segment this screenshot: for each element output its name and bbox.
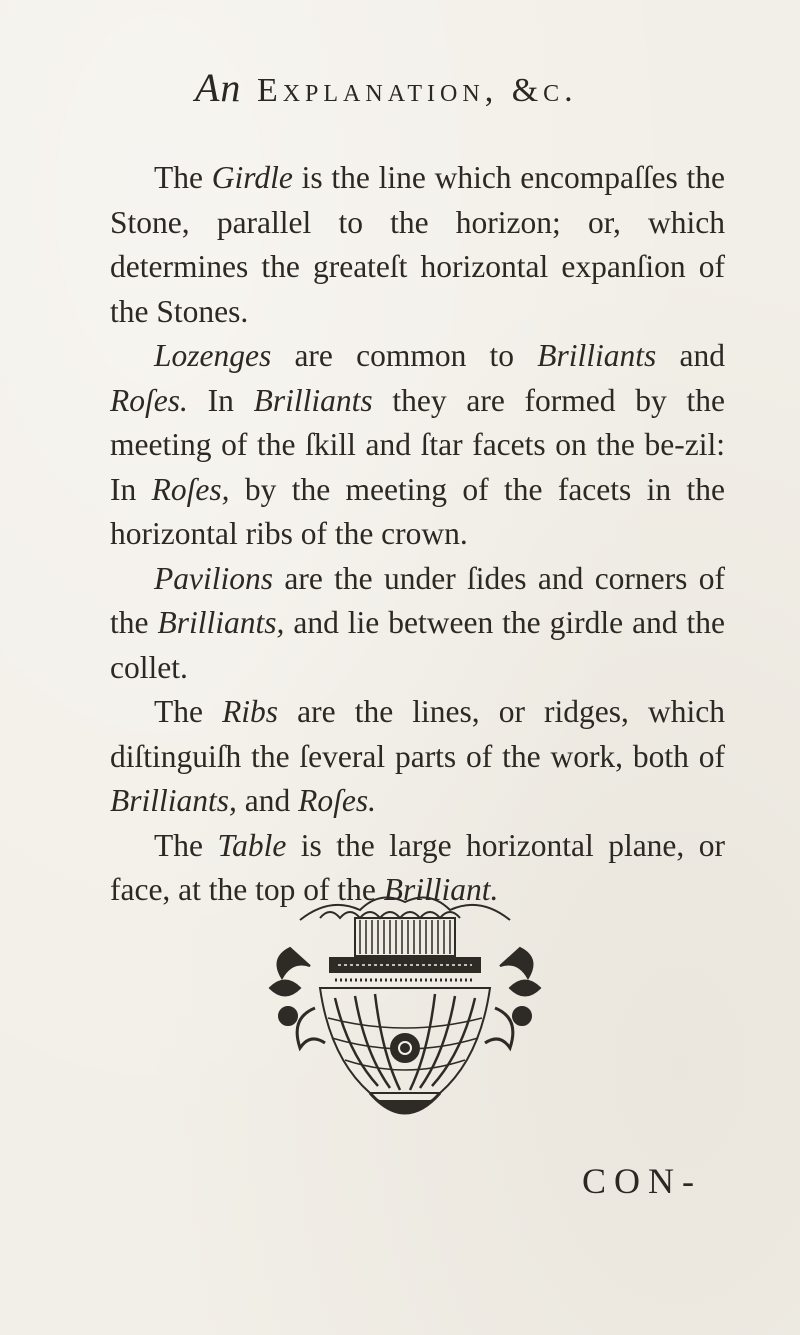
entry-text: The [154,160,212,195]
italic-text: Brilliants [253,382,373,418]
term-table: Table [217,827,287,863]
term-girdle: Girdle [211,160,293,195]
italic-text: Brilliants, [110,783,237,818]
entry-text: is the large horizontal plane, or face, at the top of the [110,827,725,907]
header-an: An [195,65,242,110]
italic-text: Roſes, [151,471,230,507]
italic-text: Roſes. [298,783,376,818]
running-header [195,64,715,111]
entry-text: are the lines, or ridges, which diſtinguiſh the ſeveral parts of the work, both of [110,694,725,774]
entry-lozenges [110,334,725,557]
body-text [110,156,725,913]
entry-text: and [236,783,299,818]
italic-text: Brilliants, [157,605,285,640]
basket-ornament-icon [260,888,550,1138]
entry-text: are common to [271,338,538,373]
entry-text: by the meeting of the facets in the horizontal ribs of the crown. [110,471,725,551]
entry-text: they are formed by the meeting of the ſkill and ſtar facets on the be-zil: In [110,382,725,507]
entry-girdle [110,156,725,334]
entry-pavilions [110,557,725,691]
entry-ribs [110,690,725,824]
entry-text: In [187,382,254,418]
italic-text: Brilliants [537,338,657,373]
term-ribs: Ribs [222,694,279,729]
entry-text: are the under ſides and corners of the [110,560,725,640]
catchword: CON- [582,1161,702,1201]
term-lozenges: Lozenges [154,338,272,373]
entry-text: The [154,694,223,729]
entry-text: The [154,827,218,863]
entry-text: is the line which encompaſſes the Stone, parallel to the horizon; or, which determines the greateſt horizontal expanſion of the Stones. [110,160,725,329]
italic-text: Roſes. [110,382,188,418]
header-title: Explanation, &c. [256,72,578,109]
italic-text: Brilliant. [383,872,499,907]
entry-text: and lie between the girdle and the collet. [110,605,726,685]
entry-text: and [656,338,725,373]
term-pavilions: Pavilions [154,560,273,596]
